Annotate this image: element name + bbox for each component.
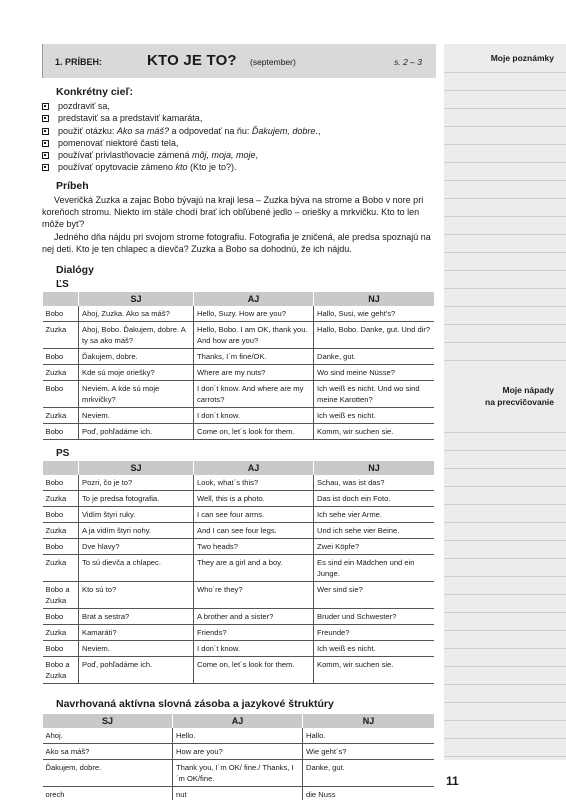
dialogs-heading: Dialógy bbox=[56, 264, 94, 277]
table-cell: Bobo bbox=[43, 507, 79, 523]
ruled-line bbox=[444, 666, 566, 667]
table-cell: Kto sú to? bbox=[79, 582, 194, 609]
ruled-line bbox=[444, 504, 566, 505]
table-cell: Thank you, I´m OK/ fine./ Thanks, I´m OK/fine. bbox=[173, 760, 303, 787]
goals-heading: Konkrétny cieľ: bbox=[56, 86, 133, 98]
ruled-line bbox=[444, 756, 566, 757]
goal-text: používať opytovacie zámeno bbox=[58, 162, 176, 173]
ruled-line bbox=[444, 738, 566, 739]
table-cell: Neviem. bbox=[79, 408, 194, 424]
column-header bbox=[43, 461, 79, 475]
ruled-line bbox=[444, 306, 566, 307]
table-row bbox=[43, 507, 435, 523]
table-row bbox=[43, 539, 435, 555]
ruled-line bbox=[444, 594, 566, 595]
column-header: NJ bbox=[314, 461, 435, 475]
goal-item bbox=[42, 161, 434, 173]
ruled-line bbox=[444, 198, 566, 199]
table-row bbox=[43, 523, 435, 539]
table-cell: Ahoj, Bobo. Ďakujem, dobre. A ty sa ako máš? bbox=[79, 322, 194, 349]
table-cell: Brat a sestra? bbox=[79, 609, 194, 625]
square-bullet-icon bbox=[42, 152, 49, 159]
table-cell: Ich weiß es nicht. bbox=[314, 408, 435, 424]
table-cell: Hallo, Susi, wie geht's? bbox=[314, 306, 435, 322]
table-cell: Vidím štyri ruky. bbox=[79, 507, 194, 523]
table-cell: How are you? bbox=[173, 744, 303, 760]
ls-dialog-table bbox=[42, 292, 434, 440]
table-row bbox=[43, 381, 435, 408]
table-row bbox=[43, 787, 435, 800]
table-row bbox=[43, 424, 435, 440]
ruled-line bbox=[444, 702, 566, 703]
table-cell: Zuzka bbox=[43, 408, 79, 424]
table-row bbox=[43, 625, 435, 641]
table-cell: Freunde? bbox=[314, 625, 435, 641]
table-cell: Danke, gut. bbox=[303, 760, 435, 787]
lesson-label: 1. PRÍBEH: bbox=[55, 57, 103, 67]
table-row bbox=[43, 365, 435, 381]
table-cell: Schau, was ist das? bbox=[314, 475, 435, 491]
table-cell: Bobo bbox=[43, 381, 79, 408]
table-cell: Ako sa máš? bbox=[43, 744, 173, 760]
vocab-table bbox=[42, 714, 434, 800]
column-header bbox=[43, 292, 79, 306]
table-row bbox=[43, 760, 435, 787]
ruled-line bbox=[444, 270, 566, 271]
main-content bbox=[42, 80, 434, 800]
notes-heading: Moje poznámky bbox=[490, 53, 554, 63]
column-header: AJ bbox=[194, 461, 314, 475]
table-cell: Ahoj. bbox=[43, 728, 173, 744]
ruled-line bbox=[444, 540, 566, 541]
table-cell: Ďakujem, dobre. bbox=[43, 760, 173, 787]
page-number: 11 bbox=[446, 774, 459, 788]
table-row bbox=[43, 641, 435, 657]
table-row bbox=[43, 475, 435, 491]
square-bullet-icon bbox=[42, 128, 49, 135]
ideas-heading-line1: Moje nápady bbox=[502, 385, 554, 395]
ruled-line bbox=[444, 612, 566, 613]
table-cell: Come on, let´s look for them. bbox=[194, 424, 314, 440]
column-header: AJ bbox=[173, 714, 303, 728]
column-header: AJ bbox=[194, 292, 314, 306]
table-cell: die Nuss bbox=[303, 787, 435, 800]
ruled-line bbox=[444, 648, 566, 649]
table-cell: Bobo bbox=[43, 641, 79, 657]
table-cell: Poď, pohľadáme ich. bbox=[79, 657, 194, 684]
table-cell: Dve hlavy? bbox=[79, 539, 194, 555]
column-header: NJ bbox=[303, 714, 435, 728]
square-bullet-icon bbox=[42, 103, 49, 110]
table-cell: Bobo bbox=[43, 424, 79, 440]
table-cell: Bobo bbox=[43, 539, 79, 555]
table-cell: Komm, wir suchen sie. bbox=[314, 657, 435, 684]
table-cell: Kamaráti? bbox=[79, 625, 194, 641]
goal-text: Ďakujem, dobre. bbox=[251, 125, 318, 136]
goal-text: Ako sa máš? bbox=[116, 125, 169, 136]
ruled-line bbox=[444, 342, 566, 343]
table-cell: Zwei Köpfe? bbox=[314, 539, 435, 555]
ruled-line bbox=[444, 450, 566, 451]
table-cell: Zuzka bbox=[43, 365, 79, 381]
table-cell: Zuzka bbox=[43, 555, 79, 582]
square-bullet-icon bbox=[42, 164, 49, 171]
table-cell: Ich weiß es nicht. Und wo sind meine Karotten? bbox=[314, 381, 435, 408]
table-cell: Well, this is a photo. bbox=[194, 491, 314, 507]
lesson-pages: s. 2 – 3 bbox=[394, 57, 422, 67]
table-cell: Wo sind meine Nüsse? bbox=[314, 365, 435, 381]
vocab-heading: Navrhovaná aktívna slovná zásoba a jazykové štruktúry bbox=[56, 698, 334, 711]
table-cell: A ja vidím štyri nohy. bbox=[79, 523, 194, 539]
table-row bbox=[43, 582, 435, 609]
goal-text: použiť otázku: bbox=[58, 125, 117, 136]
ps-label: PS bbox=[56, 448, 70, 460]
square-bullet-icon bbox=[42, 115, 49, 122]
goal-text: (Kto je to?). bbox=[187, 162, 237, 173]
column-header: SJ bbox=[43, 714, 173, 728]
ls-label: ĽS bbox=[56, 279, 69, 291]
table-cell: I don´t know. bbox=[194, 641, 314, 657]
table-cell: Zuzka bbox=[43, 491, 79, 507]
table-cell: I can see four arms. bbox=[194, 507, 314, 523]
goal-text: môj, moja, moje bbox=[191, 150, 256, 161]
ruled-line bbox=[444, 468, 566, 469]
ideas-heading bbox=[485, 384, 554, 408]
table-cell: Danke, gut. bbox=[314, 349, 435, 365]
square-bullet-icon bbox=[42, 140, 49, 147]
table-cell: Zuzka bbox=[43, 322, 79, 349]
lesson-month: (september) bbox=[250, 57, 296, 67]
table-cell: To je predsa fotografia. bbox=[79, 491, 194, 507]
table-cell: Komm, wir suchen sie. bbox=[314, 424, 435, 440]
goal-item bbox=[42, 125, 434, 137]
lesson-title: KTO JE TO? bbox=[147, 52, 237, 69]
ruled-line bbox=[444, 630, 566, 631]
ruled-line bbox=[444, 684, 566, 685]
goal-item bbox=[42, 149, 434, 161]
table-cell: Bobo bbox=[43, 609, 79, 625]
ideas-heading-line2: na precvičovanie bbox=[485, 397, 554, 407]
lesson-header bbox=[42, 44, 436, 78]
ruled-line bbox=[444, 558, 566, 559]
column-header: NJ bbox=[314, 292, 435, 306]
ruled-line bbox=[444, 126, 566, 127]
column-header: SJ bbox=[79, 461, 194, 475]
story-paragraph-2: Jedného dňa nájdu pri svojom strome fotografiu. Fotografia je zničená, ale predsa spoznajú na nej deti. Kto je ten chlapec a dievča? Zuzka a Bobo sa dohodnú, že ich nájdu. bbox=[42, 231, 431, 254]
ruled-line bbox=[444, 324, 566, 325]
ps-dialog-table bbox=[42, 461, 434, 684]
goal-text: predstaviť sa a predstaviť kamaráta, bbox=[58, 113, 203, 124]
table-cell: Wer sind sie? bbox=[314, 582, 435, 609]
ruled-line bbox=[444, 486, 566, 487]
table-row bbox=[43, 609, 435, 625]
goal-text: kto bbox=[175, 162, 188, 173]
table-cell: Zuzka bbox=[43, 523, 79, 539]
table-cell: To sú dievča a chlapec. bbox=[79, 555, 194, 582]
story-heading: Príbeh bbox=[56, 179, 89, 192]
ruled-line bbox=[444, 522, 566, 523]
table-row bbox=[43, 744, 435, 760]
table-cell: Ahoj, Zuzka. Ako sa máš? bbox=[79, 306, 194, 322]
ruled-line bbox=[444, 288, 566, 289]
goal-item bbox=[42, 112, 434, 124]
table-cell: Hello. bbox=[173, 728, 303, 744]
table-cell: Hallo. bbox=[303, 728, 435, 744]
goal-text: a odpovedať na ňu: bbox=[168, 125, 252, 136]
goal-item bbox=[42, 137, 434, 149]
table-cell: Und ich sehe vier Beine. bbox=[314, 523, 435, 539]
table-cell: I don´t know. bbox=[194, 408, 314, 424]
ruled-line bbox=[444, 432, 566, 433]
ruled-line bbox=[444, 108, 566, 109]
table-row bbox=[43, 728, 435, 744]
ruled-line bbox=[444, 252, 566, 253]
table-cell: Who´re they? bbox=[194, 582, 314, 609]
goal-text: , bbox=[255, 150, 258, 161]
table-cell: Hello, Suzy. How are you? bbox=[194, 306, 314, 322]
ruled-line bbox=[444, 576, 566, 577]
table-cell: Ich sehe vier Arme. bbox=[314, 507, 435, 523]
table-cell: orech bbox=[43, 787, 173, 800]
table-cell: Thanks, I´m fine/OK. bbox=[194, 349, 314, 365]
table-cell: Wie geht´s? bbox=[303, 744, 435, 760]
ruled-line bbox=[444, 216, 566, 217]
table-cell: Bobo a Zuzka bbox=[43, 582, 79, 609]
goals-list bbox=[42, 100, 434, 174]
story-paragraph-1: Veveričká Zuzka a zajac Bobo bývajú na kraji lesa – Zuzka býva na strome a Bobo v nore pri koreňoch stromu. Niekto im stále chodí brať ich obľúbené jedlo – oriešky a mrkvičku. Kto to len môže byť? bbox=[42, 194, 424, 230]
table-cell: Das ist doch ein Foto. bbox=[314, 491, 435, 507]
table-cell: Neviem. A kde sú moje mrkvičky? bbox=[79, 381, 194, 408]
table-cell: Ich weiß es nicht. bbox=[314, 641, 435, 657]
ruled-line bbox=[444, 720, 566, 721]
ruled-line bbox=[444, 162, 566, 163]
table-cell: Poď, pohľadáme ich. bbox=[79, 424, 194, 440]
table-cell: Come on, let´s look for them. bbox=[194, 657, 314, 684]
table-cell: Pozri, čo je to? bbox=[79, 475, 194, 491]
ruled-line bbox=[444, 180, 566, 181]
table-row bbox=[43, 657, 435, 684]
column-header: SJ bbox=[79, 292, 194, 306]
table-cell: And I can see four legs. bbox=[194, 523, 314, 539]
ruled-line bbox=[444, 360, 566, 361]
ruled-line bbox=[444, 72, 566, 73]
table-cell: Friends? bbox=[194, 625, 314, 641]
table-cell: Bobo a Zuzka bbox=[43, 657, 79, 684]
table-cell: Bobo bbox=[43, 306, 79, 322]
table-cell: Bruder und Schwester? bbox=[314, 609, 435, 625]
goal-text: pomenovať niektoré časti tela, bbox=[58, 137, 179, 148]
goal-text: , bbox=[317, 125, 321, 136]
table-cell: Zuzka bbox=[43, 625, 79, 641]
goal-text: pozdraviť sa, bbox=[58, 101, 110, 111]
table-row bbox=[43, 306, 435, 322]
table-cell: Where are my nuts? bbox=[194, 365, 314, 381]
ruled-line bbox=[444, 234, 566, 235]
table-cell: I don´t know. And where are my carrots? bbox=[194, 381, 314, 408]
table-row bbox=[43, 491, 435, 507]
table-cell: Bobo bbox=[43, 349, 79, 365]
table-cell: Bobo bbox=[43, 475, 79, 491]
table-cell: Ďakujem, dobre. bbox=[79, 349, 194, 365]
table-cell: Look, what´s this? bbox=[194, 475, 314, 491]
table-cell: nut bbox=[173, 787, 303, 800]
table-cell: Hello, Bobo. I am OK, thank you. And how are you? bbox=[194, 322, 314, 349]
table-cell: Es sind ein Mädchen und ein Junge. bbox=[314, 555, 435, 582]
table-cell: A brother and a sister? bbox=[194, 609, 314, 625]
table-cell: They are a girl and a boy. bbox=[194, 555, 314, 582]
goal-item bbox=[42, 100, 434, 112]
table-row bbox=[43, 322, 435, 349]
notes-column bbox=[444, 44, 566, 760]
table-row bbox=[43, 349, 435, 365]
ruled-line bbox=[444, 144, 566, 145]
table-cell: Two heads? bbox=[194, 539, 314, 555]
table-cell: Neviem. bbox=[79, 641, 194, 657]
table-cell: Hallo, Bobo. Danke, gut. Und dir? bbox=[314, 322, 435, 349]
goal-text: používať privlastňovacie zámená bbox=[58, 150, 192, 161]
ruled-line bbox=[444, 90, 566, 91]
table-row bbox=[43, 408, 435, 424]
table-row bbox=[43, 555, 435, 582]
table-cell: Kde sú moje oriešky? bbox=[79, 365, 194, 381]
